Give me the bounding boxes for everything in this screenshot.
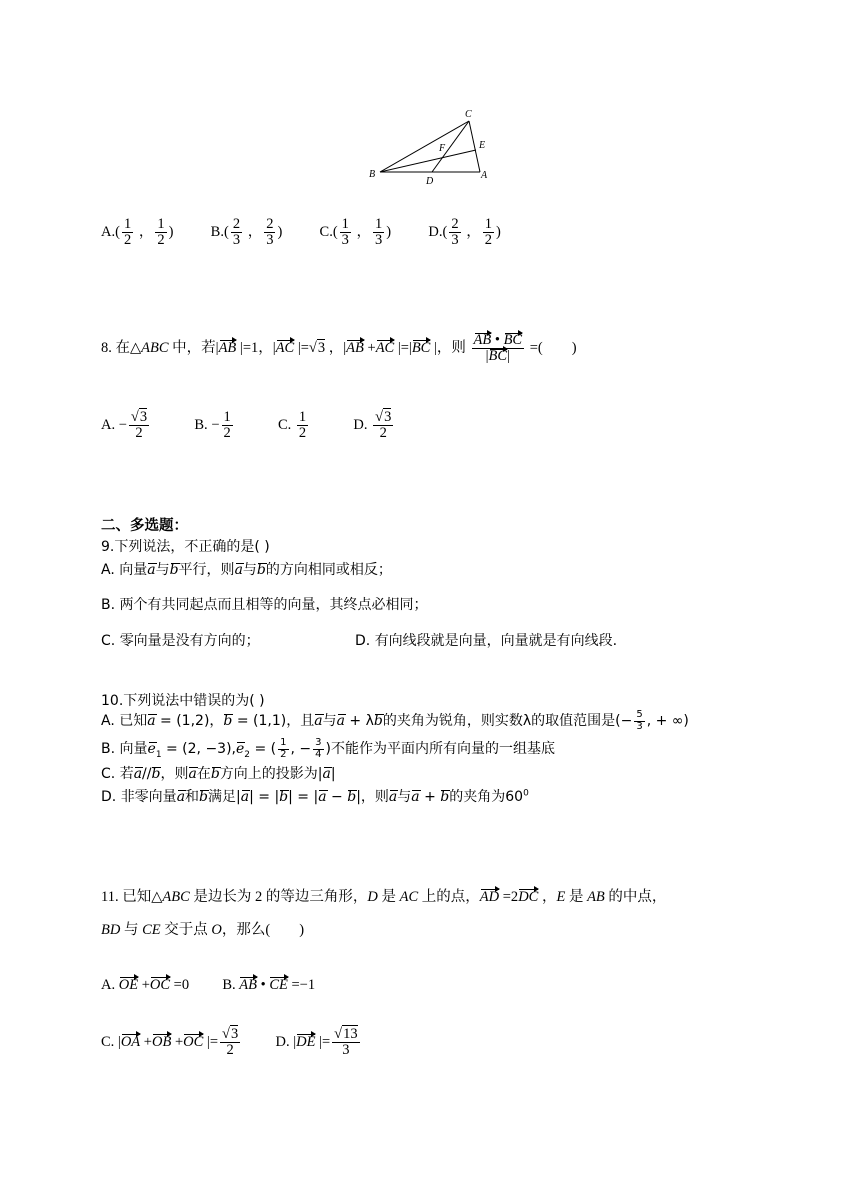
label-a: A bbox=[481, 170, 488, 181]
q10-option-d: D. 非零向量a和b满足|a| = |b| = |a − b|，则a与a + b的夹角为$60^0$ bbox=[101, 788, 529, 805]
q11-option-a: A. OE +OC =0 bbox=[101, 977, 190, 993]
label-c: C bbox=[465, 109, 472, 120]
q9-stem: 9.下列说法，不正确的是( ) bbox=[101, 539, 270, 555]
q11-option-d: D. |DE |= $\frac{√13}{3}$ bbox=[275, 1026, 358, 1059]
q11-option-b: B. AB • CE =−1 bbox=[222, 977, 316, 993]
label-f: F bbox=[439, 143, 446, 154]
q8-fraction: $\frac{AB • BC}{|BC|}$ bbox=[473, 332, 523, 365]
q11-options-cd bbox=[101, 1027, 362, 1058]
q7-option-b: B.( $\frac{2}{3}$ ， $\frac{2}{3}$ ) bbox=[210, 216, 283, 249]
q7-option-d: D.( $\frac{2}{3}$ ， $\frac{1}{2}$ ) bbox=[428, 216, 501, 249]
q9-option-c: C. 零向量是没有方向的； bbox=[101, 633, 260, 649]
q11-stem-line1: 11. 已知△ABC 是边长为 2 的等边三角形，D 是 AC 上的点，AD =2DC ，E 是 AB 的中点， bbox=[101, 889, 667, 905]
q9-option-a: A. 向量a与b平行，则a与b的方向相同或相反； bbox=[101, 562, 392, 578]
q8-option-b: B. − $\frac{1}{2}$ bbox=[194, 409, 231, 442]
label-d: D bbox=[426, 176, 434, 186]
q10-option-c: C. 若a//b，则a在b方向上的投影为|a| bbox=[101, 766, 336, 782]
label-b: B bbox=[369, 169, 376, 180]
q7-option-c: C.( $\frac{1}{3}$ ， $\frac{1}{3}$ ) bbox=[319, 216, 392, 249]
q9-option-d: D. 有向线段就是向量，向量就是有向线段. bbox=[355, 633, 618, 649]
q8-option-a: A. − $\frac{√3}{2}$ bbox=[101, 409, 148, 442]
q11-options-ab bbox=[101, 977, 315, 994]
q9-option-b: B. 两个有共同起点而且相等的向量，其终点必相同； bbox=[101, 597, 428, 613]
q7-option-a: A.( $\frac{1}{2}$ ， $\frac{1}{2}$ ) bbox=[101, 216, 174, 249]
q7-options bbox=[101, 217, 501, 248]
q10-option-a: A. 已知a = (1,2)，b = (1,1)，且a与a + λb的夹角为锐角，则实数λ的取值范围是(− $\frac{5}{3}$ , + ∞) bbox=[101, 709, 689, 732]
q8-option-d: D. $\frac{√3}{2}$ bbox=[353, 409, 392, 442]
q10-stem: 10.下列说法中错误的为( ) bbox=[101, 693, 265, 709]
q10-option-b: B. 向量$e_1 = (2$, $-3),e_2$ = ( $\frac{1}{2}$ , − $\frac{3}{4}$ )不能作为平面内所有向量的一组基底 bbox=[101, 737, 555, 760]
q8-options bbox=[101, 410, 395, 441]
q11-option-c: C. |OA +OB +OC |= $\frac{√3}{2}$ bbox=[101, 1026, 239, 1059]
q11-stem-line2: BD 与 CE 交于点 O，那么( ) bbox=[101, 922, 305, 938]
section-title: 二、多选题： bbox=[101, 518, 188, 534]
label-e: E bbox=[479, 140, 486, 151]
q8-option-c: C. $\frac{1}{2}$ bbox=[278, 409, 307, 442]
q8-stem: 8. 在△ABC 中，若|AB |=1，|AC |=√3 ，|AB +AC |=|BC |，则 $\frac{AB • BC}{|BC|}$ =( ) bbox=[101, 332, 577, 365]
triangle-figure bbox=[360, 104, 500, 186]
